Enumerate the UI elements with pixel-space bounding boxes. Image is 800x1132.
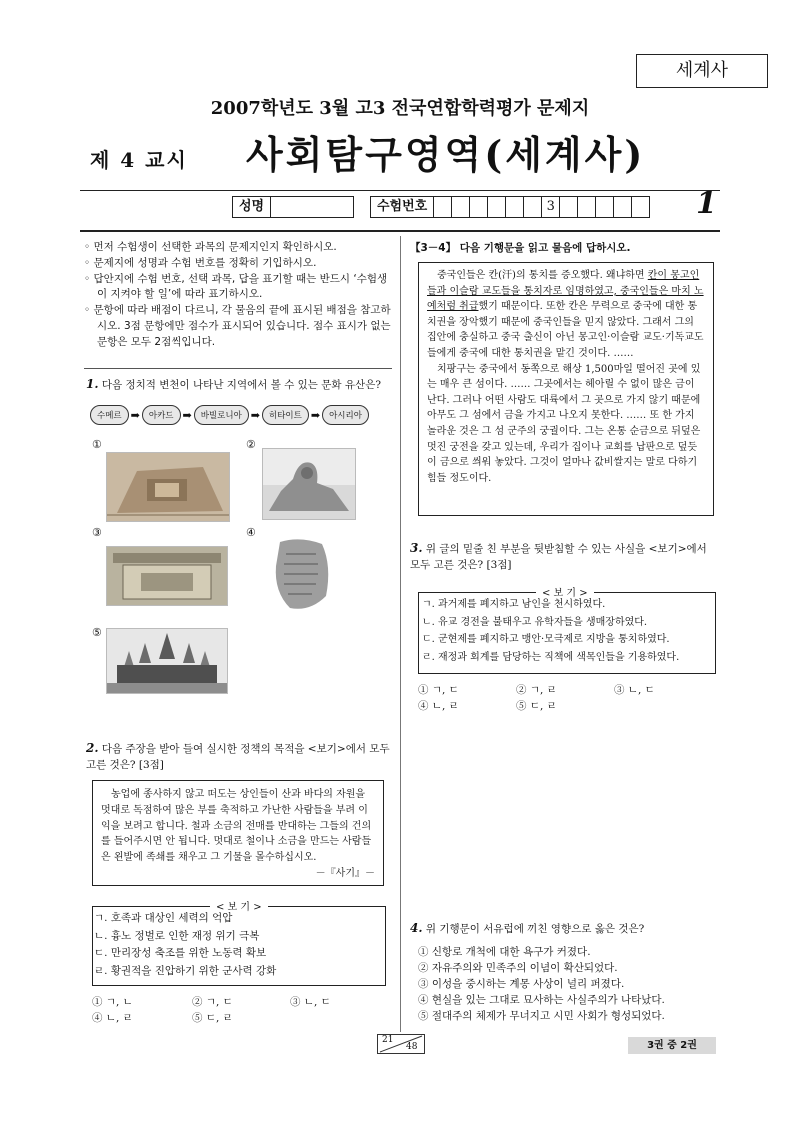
exam-number-cell[interactable] [614, 197, 632, 217]
dynasty-flow [90, 404, 385, 426]
question-3 [410, 540, 720, 573]
flow-step: 수메르 [90, 405, 129, 425]
page-title: 사회탐구영역(세계사) [246, 132, 646, 177]
bogi-item: ㄷ. 군현제를 폐지하고 맹안·모극제로 지방을 통치하였다. [422, 634, 670, 645]
q4-choice-5[interactable]: ⑤ 절대주의 체제가 무너지고 시민 사회가 형성되었다. [418, 1010, 665, 1022]
page-number: 1 [696, 186, 717, 221]
instruction-item: ◦ 먼저 수험생이 선택한 과목의 문제지인지 확인하시오. [84, 241, 337, 253]
question-1 [86, 376, 396, 393]
q4-choice-3[interactable]: ③ 이성을 중시하는 계몽 사상이 널리 퍼졌다. [418, 978, 625, 990]
stepwell-image [106, 546, 228, 606]
bogi-item: ㄱ. 과거제를 폐지하고 남인을 천시하였다. [422, 599, 606, 610]
clay-tablet-image [270, 536, 332, 612]
q2-bogi-list [94, 910, 380, 980]
question-2 [86, 740, 396, 773]
exam-number-cell[interactable] [452, 197, 470, 217]
question-text: 다음 주장을 받아 들여 실시한 정책의 목적을 <보기>에서 모두 고른 것은? [3점] [86, 743, 390, 771]
exam-number-label: 수험번호 [371, 197, 434, 217]
flow-step: 히타이트 [262, 405, 309, 425]
ziggurat-ruins-image [106, 452, 230, 522]
exam-number-cell[interactable] [470, 197, 488, 217]
q2-choice-5[interactable]: ⑤ ㄷ, ㄹ [192, 1012, 233, 1024]
arrow-right-icon: ➡ [310, 408, 321, 422]
option-3-label[interactable]: ③ [92, 526, 102, 539]
q3-choice-3[interactable]: ③ ㄴ, ㄷ [614, 684, 655, 696]
question-number: 1. [86, 377, 99, 391]
question-text: 위 글의 밑줄 친 부분을 뒷받침할 수 있는 사실을 <보기>에서 모두 고른 것은? [3점] [410, 543, 707, 571]
instructions [84, 240, 392, 351]
question-number: 4. [410, 921, 423, 935]
option-5-label[interactable]: ⑤ [92, 626, 102, 639]
q3-choice-5[interactable]: ⑤ ㄷ, ㄹ [516, 700, 557, 712]
arrow-right-icon: ➡ [250, 408, 260, 422]
name-input-area[interactable] [271, 197, 353, 217]
exam-title: 2007학년도 3월 고3 전국연합학력평가 문제지 [210, 98, 590, 119]
footer-code-top: 21 [382, 1035, 394, 1045]
bogi-item: ㄴ. 흉노 정벌로 인한 재정 위기 극복 [94, 929, 260, 942]
question-4 [410, 920, 720, 937]
name-label: 성명 [233, 197, 271, 217]
column-divider [400, 236, 401, 1032]
q3-choice-2[interactable]: ② ㄱ, ㄹ [516, 684, 557, 696]
name-field[interactable] [232, 196, 354, 218]
bogi-item: ㄷ. 만리장성 축조를 위한 노동력 확보 [94, 947, 267, 959]
subject-box: 세계사 [636, 54, 768, 88]
bogi-item: ㄹ. 황권적을 진압하기 위한 군사력 강화 [94, 964, 277, 977]
q4-choice-2[interactable]: ② 자유주의와 민족주의 이념이 확산되었다. [418, 962, 618, 974]
instruction-item: ◦ 문제지에 성명과 수험 번호를 정확히 기입하시오. [84, 256, 317, 269]
angkor-wat-image [106, 628, 228, 694]
exam-number-field[interactable] [370, 196, 650, 218]
exam-number-cell[interactable] [434, 197, 452, 217]
option-2-label[interactable]: ② [246, 438, 256, 451]
question-number: 3. [410, 541, 423, 555]
exam-number-cell[interactable] [488, 197, 506, 217]
bogi-item: ㄴ. 유교 경전을 불태우고 유학자들을 생매장하였다. [422, 616, 648, 628]
q3-choice-4[interactable]: ④ ㄴ, ㄹ [418, 700, 459, 712]
option-4-label[interactable]: ④ [246, 526, 256, 539]
q4-choices [418, 944, 718, 1024]
q34-passage-box [418, 262, 714, 516]
q2-passage-box [92, 780, 384, 886]
question-text: 위 기행문이 서유럽에 끼친 영향으로 옳은 것은? [425, 923, 645, 935]
underlined-text: 칸이 몽고인들과 이슬람 교도들을 통치자로 임명하였고, 중국인들은 마치 노예처럼 취급 [427, 270, 704, 313]
footer-code [377, 1034, 425, 1054]
q2-choice-2[interactable]: ② ㄱ, ㄷ [192, 996, 233, 1008]
exam-number-cell[interactable] [578, 197, 596, 217]
passage-text: 했기 때문이다. 또한 칸은 무력으로 중국에 대한 통치권을 장악했기 때문에 중국인들을 믿지 않았다. 그래서 그의 집안에 충실하고 중국 출신이 아닌 몽고인·이슬람 교도·기독교도들에게 중국에 대한 통치권을 맡긴 것이다. …… [427, 301, 704, 359]
q2-choice-1[interactable]: ① ㄱ, ㄴ [92, 996, 133, 1008]
passage-text: 중국인들은 칸(汗)의 통치를 증오했다. 왜냐하면 [437, 270, 648, 281]
arrow-right-icon: ➡ [182, 408, 192, 422]
q3-choice-1[interactable]: ① ㄱ, ㄷ [418, 684, 459, 696]
q3-bogi-list [422, 596, 712, 666]
bogi-item: ㄱ. 호족과 대상인 세력의 억압 [94, 912, 233, 924]
flow-step: 아시리아 [322, 405, 369, 425]
q2-choice-3[interactable]: ③ ㄴ, ㄷ [290, 996, 331, 1008]
instruction-rule [84, 368, 392, 369]
question-number: 2. [86, 741, 99, 755]
question-text: 다음 정치적 변천이 나타난 지역에서 볼 수 있는 문화 유산은? [101, 379, 381, 391]
q3-bogi-title: < 보 기 > [536, 584, 594, 599]
q2-passage: 농업에 종사하지 않고 떠도는 상인들이 산과 바다의 자원을 멋대로 독점하여 많은 부를 축적하고 가난한 사람들을 부려 이익을 보려고 합니다. 철과 소금의 전매를 반대하는 그들의 건의를 들어주시면 안 됩니다. 멋대로 철이나 소금을 만드는 사람들은 왼발에 족쇄를 채우고 그 기물을 몰수하십시오. [101, 789, 372, 864]
instruction-item: ◦ 답안지에 수험 번호, 선택 과목, 답을 표기할 때는 반드시 ‘수험생이 지켜야 할 일’에 따라 표기하시오. [84, 272, 388, 301]
passage-paragraph-1 [427, 268, 705, 362]
period-label: 제 4 교시 [90, 148, 188, 172]
passage-paragraph-2: 치팡구는 중국에서 동쪽으로 해상 1,500마일 떨어진 곳에 있는 매우 큰 섬이다. …… 그곳에서는 헤아릴 수 없이 많은 금이 난다. 그러나 어떤 사람도 대륙에서 그 곳으로 가지 않기 때문에 아무도 그 섬에서 금을 가지고 나오지 못한다. …… 또 한 가지 놀라운 것은 그 섬 군주의 궁궐이다. 그는 온통 순금으로 뒤덮은 멋진 궁전을 갖고 있는데, 우리가 집이나 교회를 납판으로 덮듯이 금으로 씌워 놓았다. 그것이 얼마나 값비쌀지는 말로 다하기 힘들 정도이다. [427, 363, 701, 484]
q2-choice-4[interactable]: ④ ㄴ, ㄹ [92, 1012, 133, 1024]
footer-code-bottom: 48 [406, 1042, 418, 1052]
sphinx-image [262, 448, 356, 520]
q34-header: 【3－4】 다음 기행문을 읽고 물음에 답하시오. [410, 242, 631, 254]
exam-number-cell[interactable] [560, 197, 578, 217]
option-1-label[interactable]: ① [92, 438, 102, 451]
q4-choice-1[interactable]: ① 신항로 개척에 대한 욕구가 커졌다. [418, 946, 591, 958]
arrow-right-icon: ➡ [130, 408, 140, 422]
instruction-item: ◦ 문항에 따라 배점이 다르니, 각 물음의 끝에 표시된 배점을 참고하시오. 3점 문항에만 점수가 표시되어 있습니다. 점수 표시가 없는 문항은 모두 2점씩입니다. [84, 304, 391, 348]
exam-number-cell[interactable] [506, 197, 524, 217]
q4-choice-4[interactable]: ④ 현실을 있는 그대로 묘사하는 사실주의가 나타났다. [418, 994, 665, 1006]
flow-step: 바빌로니아 [194, 405, 249, 425]
flow-step: 아카드 [142, 405, 181, 425]
exam-number-cell-fixed: 3 [542, 197, 560, 217]
exam-number-cell[interactable] [632, 197, 649, 217]
bogi-item: ㄹ. 재정과 회계를 담당하는 직책에 색목인들을 기용하였다. [422, 651, 680, 663]
q2-source: －『사기』－ [315, 867, 375, 879]
header-rule [80, 190, 720, 191]
top-rule [80, 230, 720, 232]
footer-page-badge: 3권 중 2권 [628, 1037, 716, 1054]
exam-number-cell[interactable] [596, 197, 614, 217]
q2-bogi-title: < 보 기 > [210, 898, 268, 913]
exam-number-cell[interactable] [524, 197, 542, 217]
